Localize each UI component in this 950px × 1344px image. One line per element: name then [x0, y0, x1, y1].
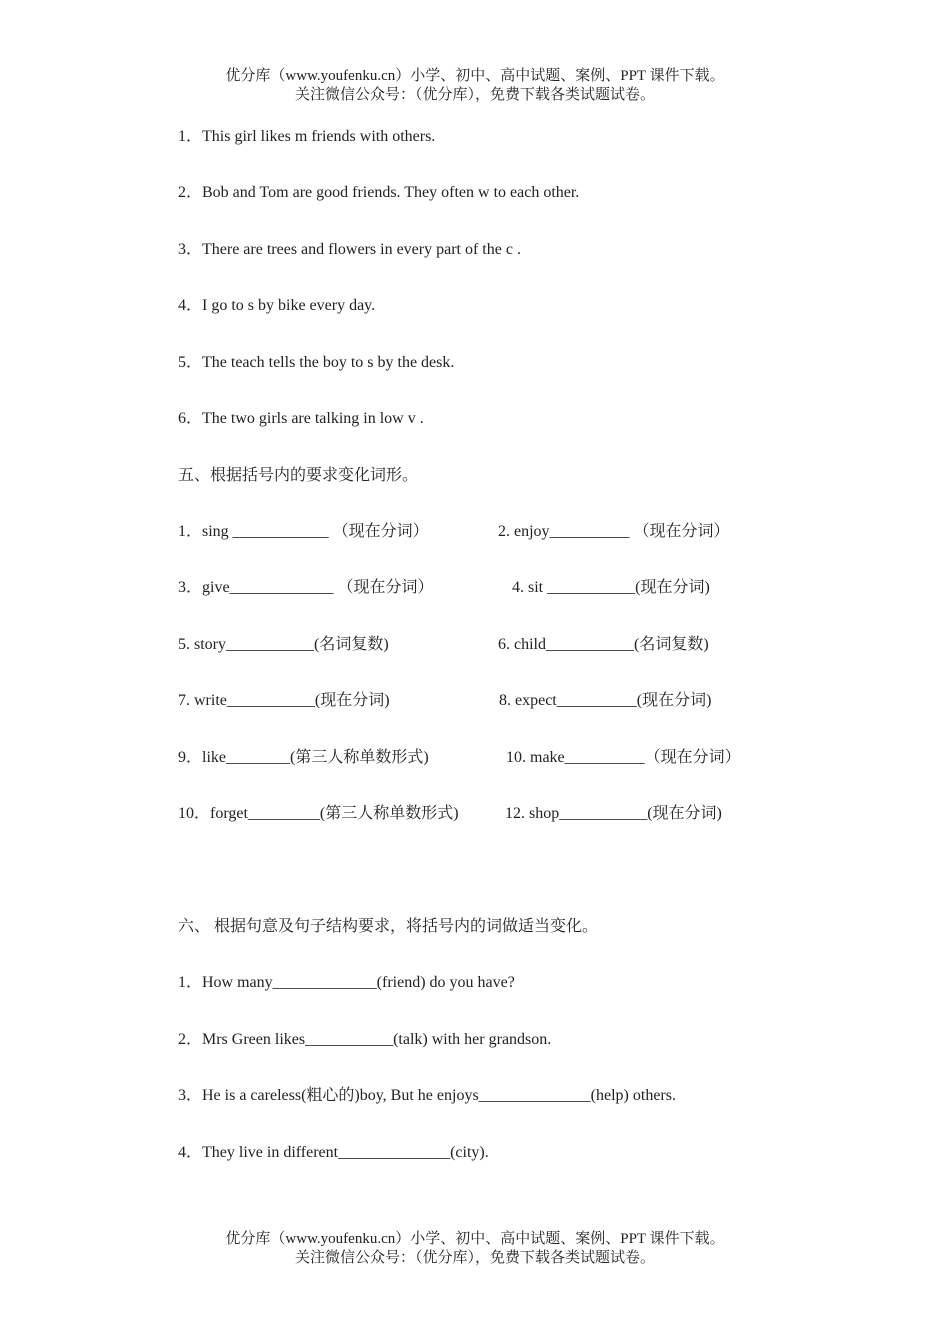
- transform-item-1: 1．How many_____________(friend) do you have?: [178, 974, 515, 991]
- word-form-item-4: 4. sit ___________(现在分词): [512, 579, 710, 596]
- fill-in-item-4: 4．I go to s by bike every day.: [178, 297, 376, 314]
- word-form-item-1: 1．sing ____________ （现在分词）: [178, 523, 429, 540]
- fill-in-item-6: 6．The two girls are talking in low v .: [178, 410, 424, 427]
- word-form-item-3: 3．give_____________ （现在分词）: [178, 579, 434, 596]
- page-footer: [0, 1230, 950, 1268]
- fill-in-item-5: 5．The teach tells the boy to s by the desk.: [178, 354, 455, 371]
- word-form-item-8: 8. expect__________(现在分词): [499, 692, 712, 709]
- word-form-item-2: 2. enjoy__________ （现在分词）: [498, 523, 730, 540]
- header-line-2: 关注微信公众号：（优分库），免费下载各类试题试卷。: [294, 87, 655, 103]
- word-form-item-5: 5. story___________(名词复数): [178, 636, 389, 653]
- word-form-item-6: 6. child___________(名词复数): [498, 636, 709, 653]
- word-form-item-12: 12. shop___________(现在分词): [505, 805, 722, 822]
- fill-in-item-2: 2．Bob and Tom are good friends. They often w to each other.: [178, 184, 580, 201]
- transform-item-2: 2．Mrs Green likes___________(talk) with her grandson.: [178, 1031, 552, 1048]
- word-form-item-9: 9．like________(第三人称单数形式): [178, 749, 429, 766]
- word-form-item-10: 10. make__________（现在分词）: [506, 749, 741, 766]
- section-6-title: 六、 根据句意及句子结构要求，将括号内的词做适当变化。: [178, 918, 599, 935]
- word-form-item-11: 10．forget_________(第三人称单数形式): [178, 805, 459, 822]
- section-5-title: 五、根据括号内的要求变化词形。: [178, 467, 419, 484]
- page-header: [0, 67, 950, 105]
- transform-item-4: 4．They live in different______________(city).: [178, 1144, 489, 1161]
- footer-line-2: 关注微信公众号：（优分库），免费下载各类试题试卷。: [294, 1250, 655, 1266]
- fill-in-item-1: 1．This girl likes m friends with others.: [178, 128, 436, 145]
- footer-line-1: 优分库（www.youfenku.cn）小学、初中、高中试题、案例、PPT 课件下载。: [225, 1231, 725, 1247]
- transform-item-3: 3．He is a careless(粗心的)boy, But he enjoys______________(help) others.: [178, 1087, 676, 1104]
- word-form-item-7: 7. write___________(现在分词): [178, 692, 390, 709]
- fill-in-item-3: 3．There are trees and flowers in every part of the c .: [178, 241, 521, 258]
- header-line-1: 优分库（www.youfenku.cn）小学、初中、高中试题、案例、PPT 课件下载。: [225, 68, 725, 84]
